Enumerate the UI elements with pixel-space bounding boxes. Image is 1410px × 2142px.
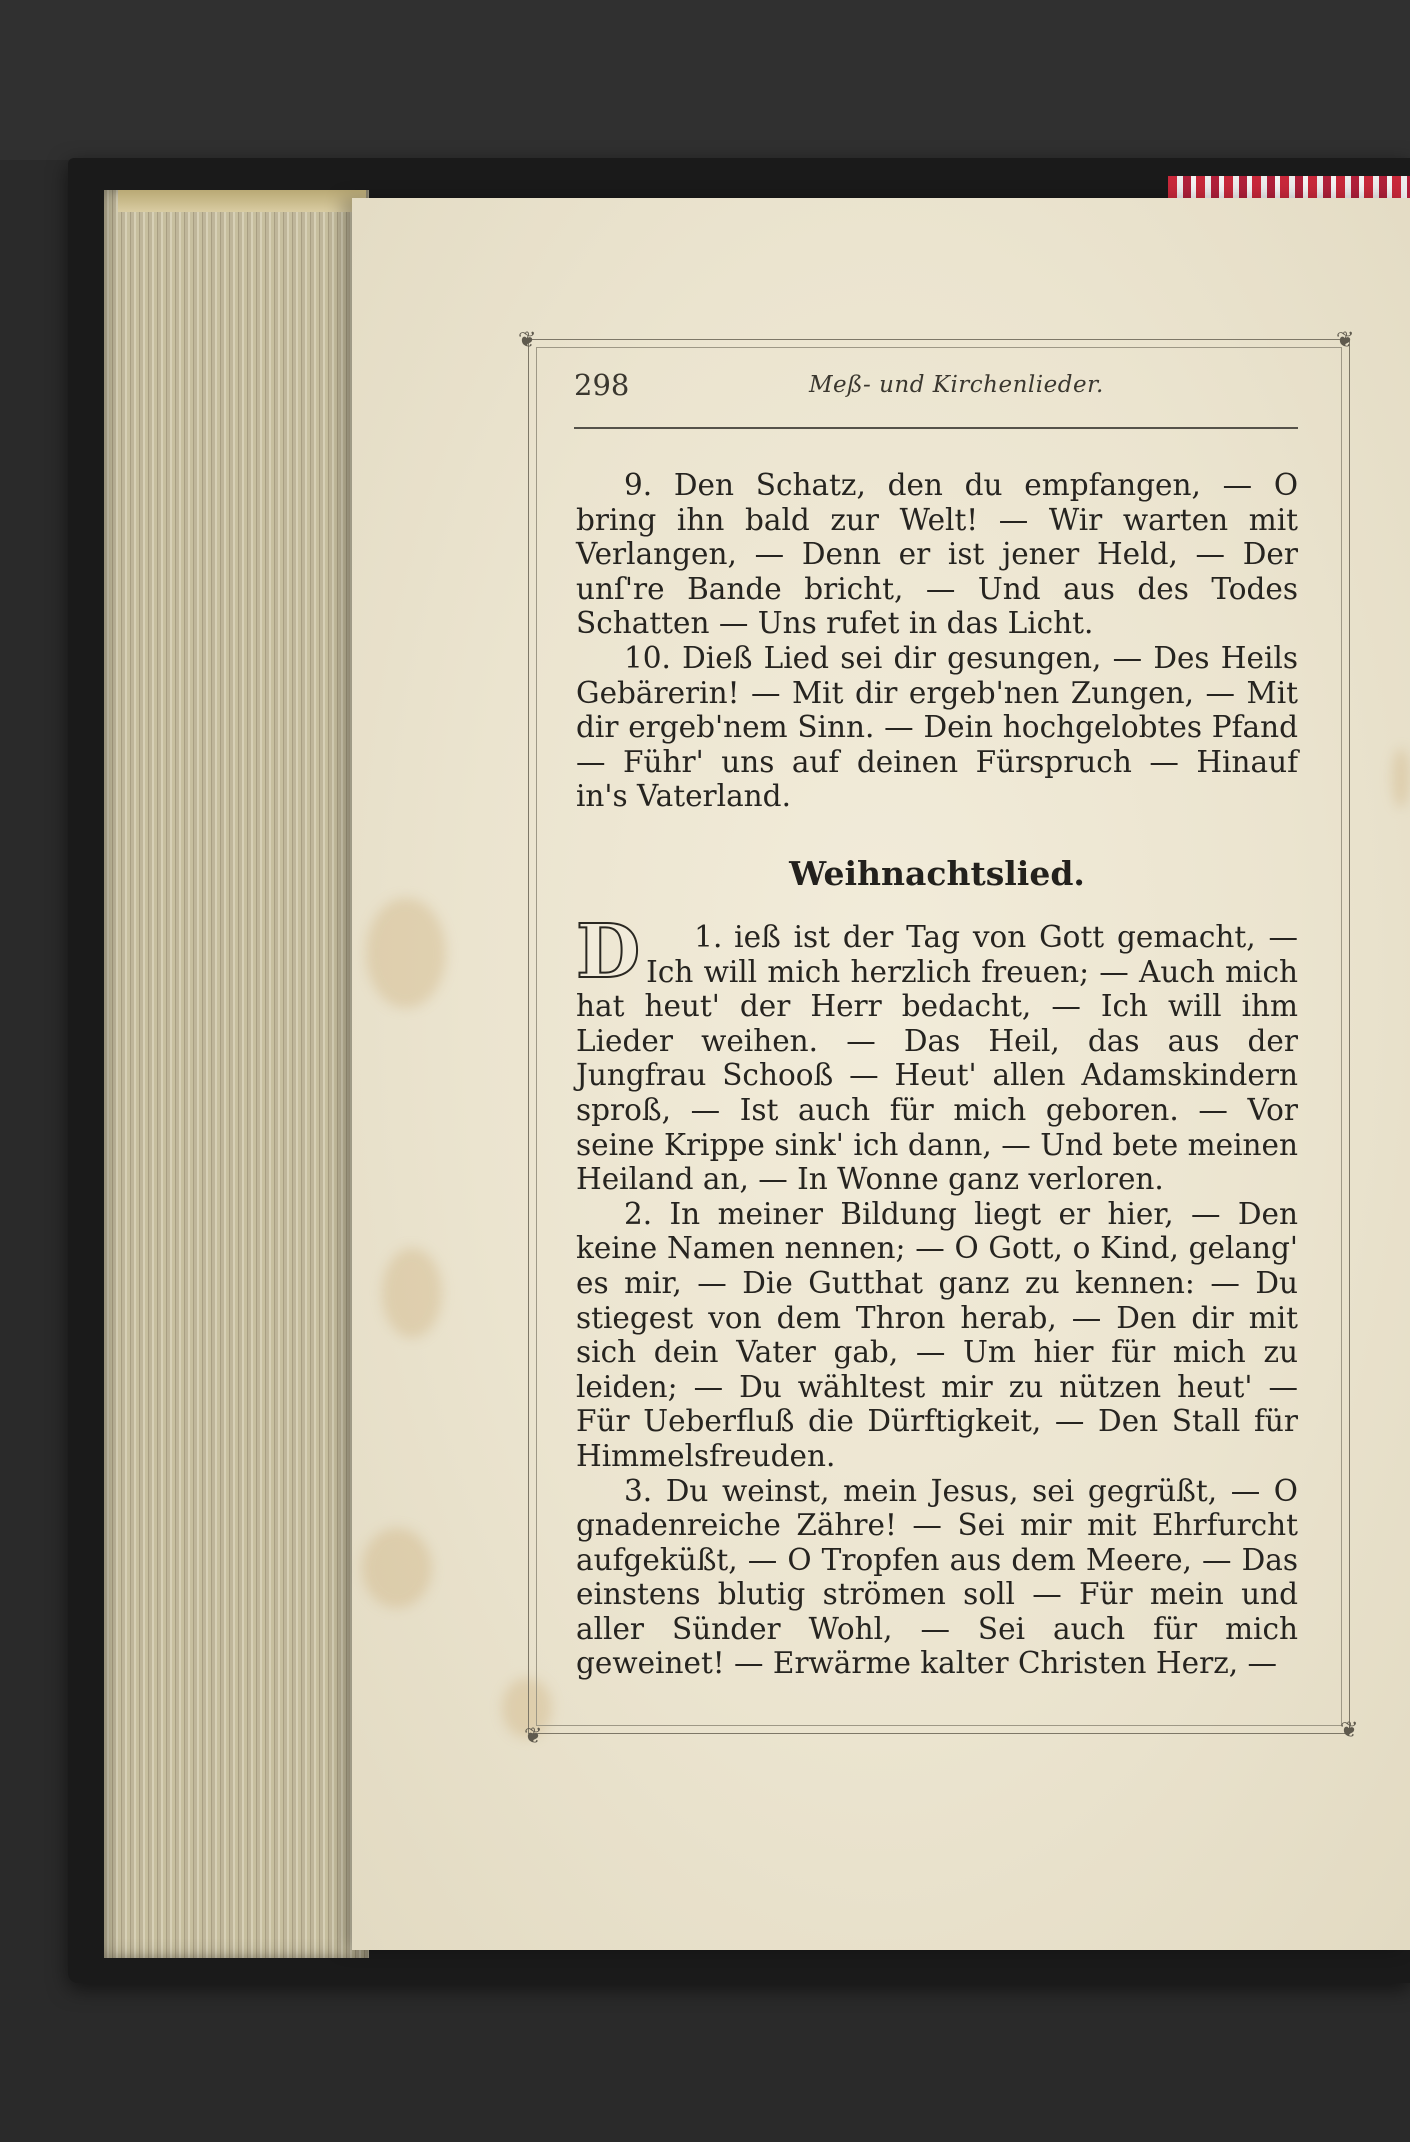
corner-ornament-icon: ❦ [518,328,537,353]
corner-ornament-icon: ❦ [524,1724,543,1749]
foxing-stain [382,1248,442,1338]
page-edges [104,190,369,1958]
verse-10: 10. Dieß Lied sei dir gesungen, — Des Heils Gebärerin! — Mit dir ergeb'nen Zungen, — Mit dir ergeb'nem Sinn. — Dein hochgelobtes Pfand — Führ' uns auf deinen Fürspruch — Hinauf in's Vaterland. [576,640,1298,814]
verse-1 [576,909,1298,1197]
christmas-hymn [576,909,1298,1681]
backdrop [0,0,1410,160]
drop-cap: D [576,909,641,995]
corner-ornament-icon: ❦ [1340,1718,1359,1743]
verse-3: 3. Du weinst, mein Jesus, sei gegrüßt, — O gnadenreiche Zähre! — Sei mir mit Ehrfurcht aufgeküßt, — O Tropfen aus dem Meere, — Das einstens blutig strömen soll — Für mein und aller Sünder Wohl, — Sei auch für mich geweinet! — Erwärme kalter Christen Herz, — [576,1473,1298,1681]
verse-2: 2. In meiner Bildung liegt er hier, — Den keine Namen nennen; — O Gott, o Kind, gelang' es mir, — Die Gutthat ganz zu kennen: — Du stiegest von dem Thron herab, — Den dir mit sich dein Vater gab, — Um hier für mich zu leiden; — Du wähltest mir zu nützen heut' — Für Ueberfluß die Dürftigkeit, — Den Stall für Himmelsfreuden. [576,1196,1298,1473]
running-title: Meß- und Kirchenlieder. [809,372,1104,398]
verse-9: 9. Den Schatz, den du empfangen, — O bring ihn bald zur Welt! — Wir warten mit Verlangen, — Denn er ist jener Held, — Der unſ're Bande bricht, — Und aus des Todes Schatten — Uns rufet in das Licht. [576,468,1298,641]
song-title: Weihnachtslied. [789,854,1085,893]
header-rule [574,427,1298,429]
previous-hymn-verses [576,468,1298,814]
verse-number: 1. [694,920,723,954]
gilt-edge [118,190,366,212]
corner-ornament-icon: ❦ [1336,328,1355,353]
foxing-stain [1392,748,1410,808]
page-number: 298 [574,368,630,402]
running-header [574,368,1298,410]
verse-text: ieß ist der Tag von Gott gemacht, — Ich will mich herzlich freuen; — Auch mich hat heut' der Herr bedacht, — Ich will ihm Lieder weihen. — Das Heil, das aus der Jungfrau Schooß — Heut' allen Adamskindern sproß, — Ist auch für mich geboren. — Vor seine Krippe sink' ich dann, — Und bete meinen Heiland an, — In Wonne ganz verloren. [576,920,1298,1197]
foxing-stain [366,898,446,1008]
foxing-stain [362,1528,432,1608]
